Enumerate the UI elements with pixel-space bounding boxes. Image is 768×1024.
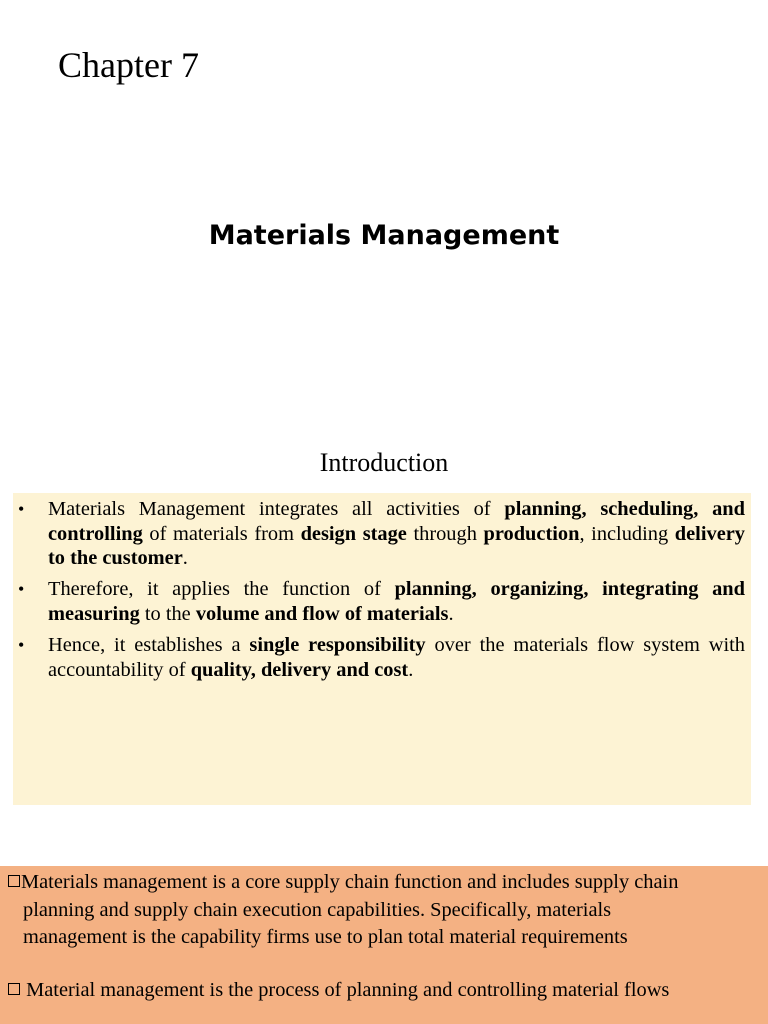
bold-phrase: planning, scheduling, and controlling bbox=[48, 498, 745, 545]
text-segment: . bbox=[182, 547, 188, 569]
intro-heading: Introduction bbox=[319, 448, 449, 477]
summary-line: Material management is the process of planning and controlling material flows bbox=[8, 977, 669, 1005]
intro-bullet-3 bbox=[18, 633, 746, 682]
chapter-label: Chapter 7 bbox=[58, 45, 199, 85]
text-segment: of materials from bbox=[142, 522, 301, 545]
summary-line: management is the capability firms use to plan total material requirements bbox=[23, 926, 628, 948]
text-segment: Materials Management integrates all activities of bbox=[48, 498, 505, 520]
summary-item-1 bbox=[8, 869, 678, 952]
summary-line: Materials management is a core supply chain function and includes supply chain bbox=[8, 869, 678, 897]
text-segment: . bbox=[448, 602, 454, 625]
bold-phrase: design stage bbox=[300, 522, 407, 545]
page-title: Materials Management bbox=[208, 220, 560, 251]
summary-line: planning and supply chain execution capabilities. Specifically, materials bbox=[23, 898, 612, 921]
bullet-dot-icon: • bbox=[18, 499, 25, 519]
intro-bullet-text bbox=[48, 498, 745, 569]
text-segment: Therefore, it applies the function of bbox=[48, 578, 395, 600]
intro-bullet-1 bbox=[18, 497, 745, 571]
summary-box bbox=[0, 866, 768, 1024]
intro-bullet-text bbox=[48, 578, 745, 625]
bullet-dot-icon: • bbox=[18, 635, 25, 655]
text-segment: . bbox=[408, 658, 414, 681]
intro-bullet-text bbox=[48, 634, 745, 681]
bold-phrase: production bbox=[483, 522, 580, 545]
bold-phrase: quality, delivery and cost bbox=[190, 658, 409, 681]
text-segment: through bbox=[406, 522, 484, 545]
text-segment: to the bbox=[139, 602, 196, 625]
intro-bullet-2 bbox=[18, 577, 745, 626]
bold-phrase: volume and flow of materials bbox=[195, 602, 449, 625]
text-segment: Hence, it establishes a bbox=[48, 634, 250, 656]
bold-phrase: planning, organizing, integrating and measuring bbox=[48, 578, 745, 625]
text-segment: over the materials flow system with accountability of bbox=[48, 634, 746, 681]
bold-phrase: delivery to the customer bbox=[48, 522, 745, 569]
checkbox-bullet-icon bbox=[8, 983, 20, 995]
checkbox-bullet-icon bbox=[8, 875, 20, 887]
summary-item-2 bbox=[8, 977, 669, 1005]
bold-phrase: single responsibility bbox=[249, 634, 426, 656]
text-segment: , including bbox=[579, 522, 675, 545]
intro-box bbox=[13, 493, 751, 805]
bullet-dot-icon: • bbox=[18, 579, 25, 599]
